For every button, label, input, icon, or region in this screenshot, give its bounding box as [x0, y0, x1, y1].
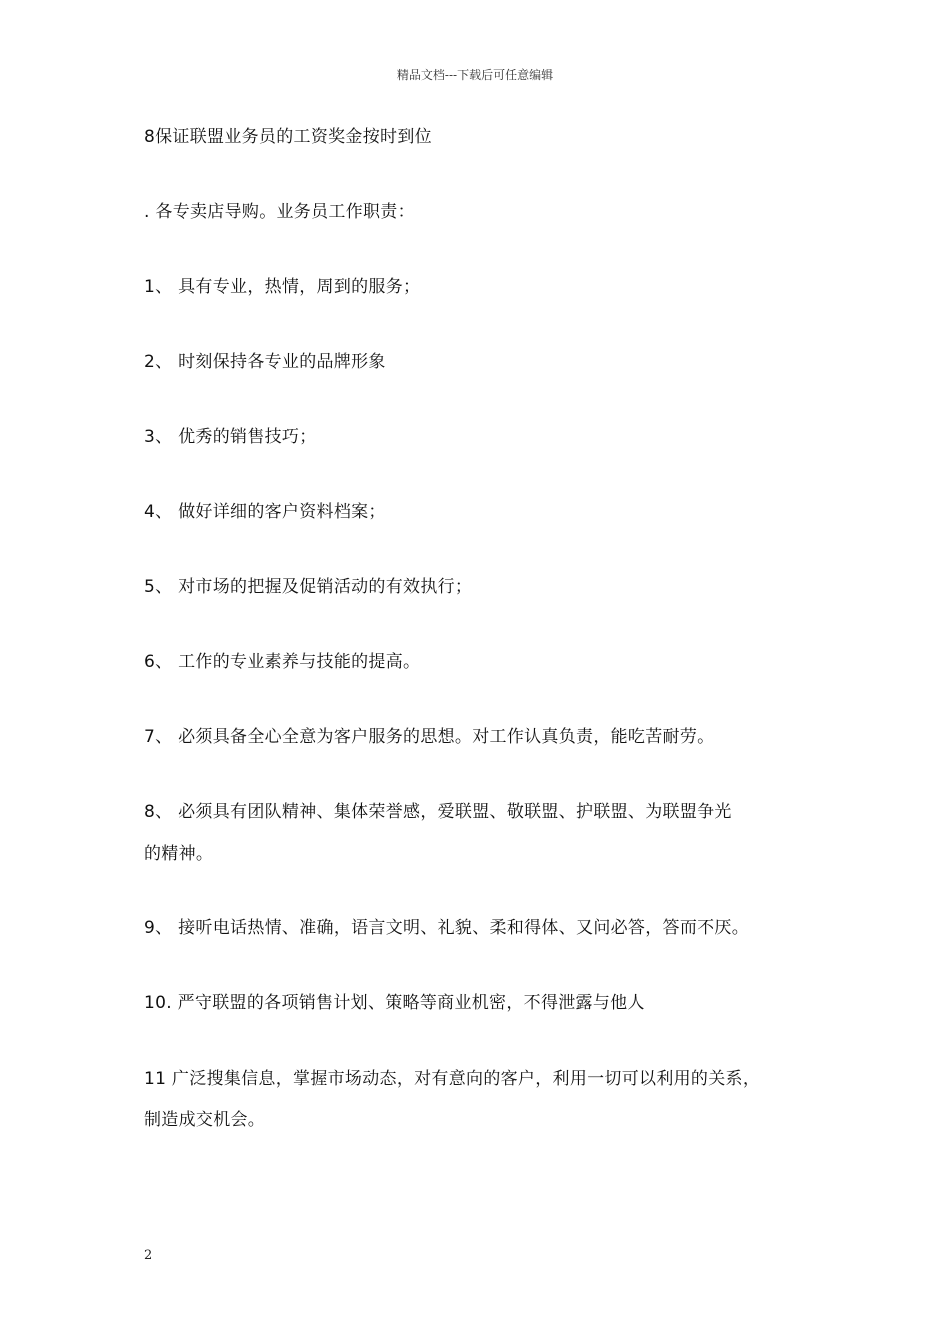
- page-header: 精品文档---下载后可任意编辑: [396, 68, 554, 82]
- list-item: 5、 对市场的把握及促销活动的有效执行；: [144, 577, 473, 597]
- list-item-continuation: 制造成交机会。: [144, 1110, 266, 1130]
- list-item: 8、 必须具有团队精神、集体荣誉感，爱联盟、敬联盟、护联盟、为联盟争光: [144, 802, 732, 822]
- list-item-continuation: 的精神。: [144, 844, 214, 864]
- list-item: 3、 优秀的销售技巧；: [144, 427, 317, 447]
- list-item: 11 广泛搜集信息，掌握市场动态，对有意向的客户，利用一切可以利用的关系，: [144, 1069, 761, 1089]
- list-item: 7、 必须具备全心全意为客户服务的思想。对工作认真负责，能吃苦耐劳。: [144, 727, 715, 747]
- list-item: 4、 做好详细的客户资料档案；: [144, 502, 386, 522]
- list-item: 10. 严守联盟的各项销售计划、策略等商业机密，不得泄露与他人: [144, 993, 645, 1013]
- list-item: 1、 具有专业，热情，周到的服务；: [144, 277, 421, 297]
- list-item: 9、 接听电话热情、准确，语言文明、礼貌、柔和得体、又问必答，答而不厌。: [144, 918, 750, 938]
- page-number: 2: [144, 1248, 153, 1263]
- text-line: . 各专卖店导购。业务员工作职责：: [144, 202, 415, 222]
- text-line: 8保证联盟业务员的工资奖金按时到位: [144, 127, 432, 147]
- list-item: 6、 工作的专业素养与技能的提高。: [144, 652, 421, 672]
- list-item: 2、 时刻保持各专业的品牌形象: [144, 352, 386, 372]
